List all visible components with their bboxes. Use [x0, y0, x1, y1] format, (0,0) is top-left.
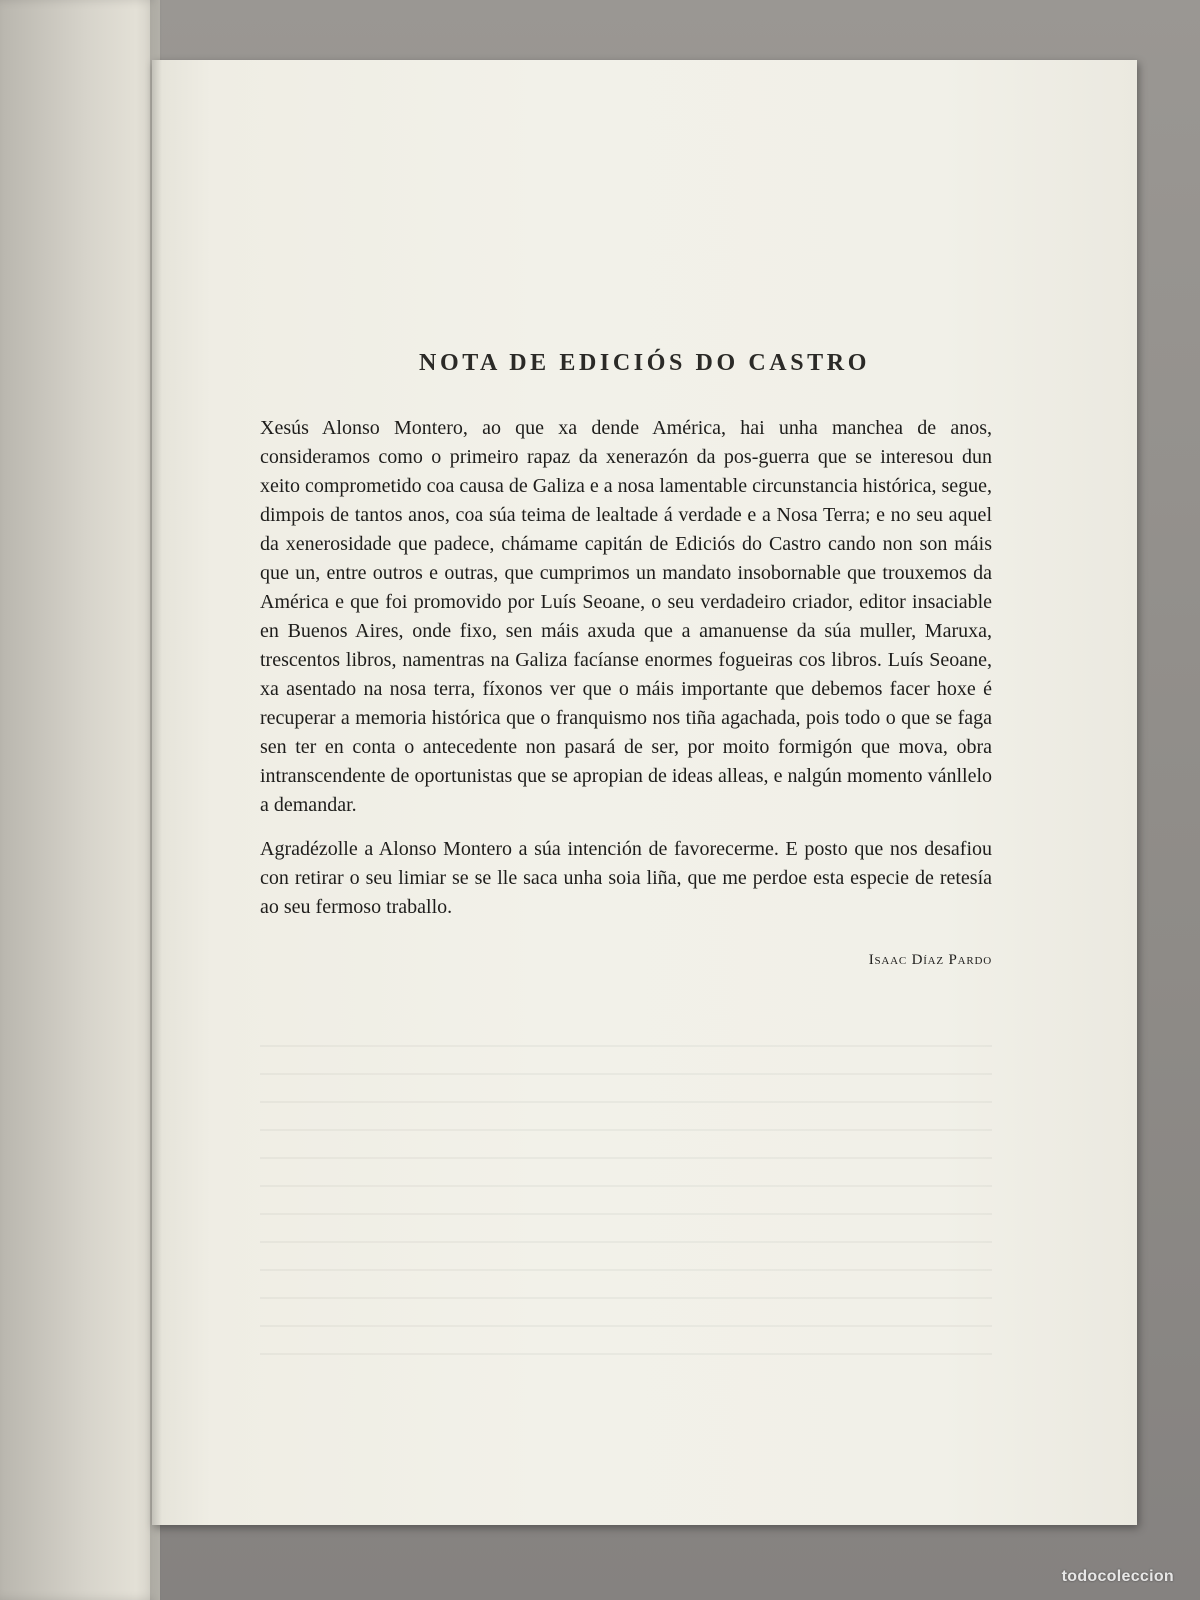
page-title: NOTA DE EDICIÓS DO CASTRO — [419, 350, 870, 376]
show-through-text — [260, 1045, 992, 1381]
spine-shadow — [150, 0, 162, 1600]
paragraph-1: Xesús Alonso Montero, ao que xa dende América, hai unha manchea de anos, consideramos como o primeiro rapaz da xenerazón da pos-guerra que se interesou dun xeito comprometido coa causa de Galiza e a nosa lamentable circunstancia histórica, segue, dimpois de tantos anos, coa súa teima de lealtade á verdade e a Nosa Terra; e no seu aquel da xenerosidade que padece, chámame capitán de Ediciós do Castro cando non son máis que un, entre outros e outras, que cumprimos un mandato insobornable que trouxemos da América e que foi promovido por Luís Seoane, o seu verdadeiro criador, editor insaciable en Buenos Aires, onde fixo, sen máis axuda que a amanuense da súa muller, Maruxa, trescentos libros, namentras na Galiza facíanse enormes fogueiras cos libros. Luís Seoane, xa asentado na nosa terra, fíxonos ver que o máis importante que debemos facer hoxe é recuperar a memoria histórica que o franquismo nos tiña agachada, pois todo o que se faga sen ter en conta o antecedente non pasará de ser, por moito formigón que mova, obra intranscendente de oportunistas que se apropian de ideas alleas, e nalgún momento vánllelo a demandar. — [260, 417, 992, 816]
watermark: todocoleccion — [1061, 1568, 1174, 1585]
body-text — [260, 414, 992, 937]
paragraph-2: Agradézolle a Alonso Montero a súa intención de favorecerme. E posto que nos desafiou con retirar o seu limiar se se lle saca unha soia liña, que me perdoe esta especie de retesía ao seu fermoso traballo. — [260, 838, 992, 918]
author-signature: Isaac Díaz Pardo — [868, 952, 992, 968]
book-left-cover — [0, 0, 160, 1600]
book-page — [152, 60, 1137, 1525]
